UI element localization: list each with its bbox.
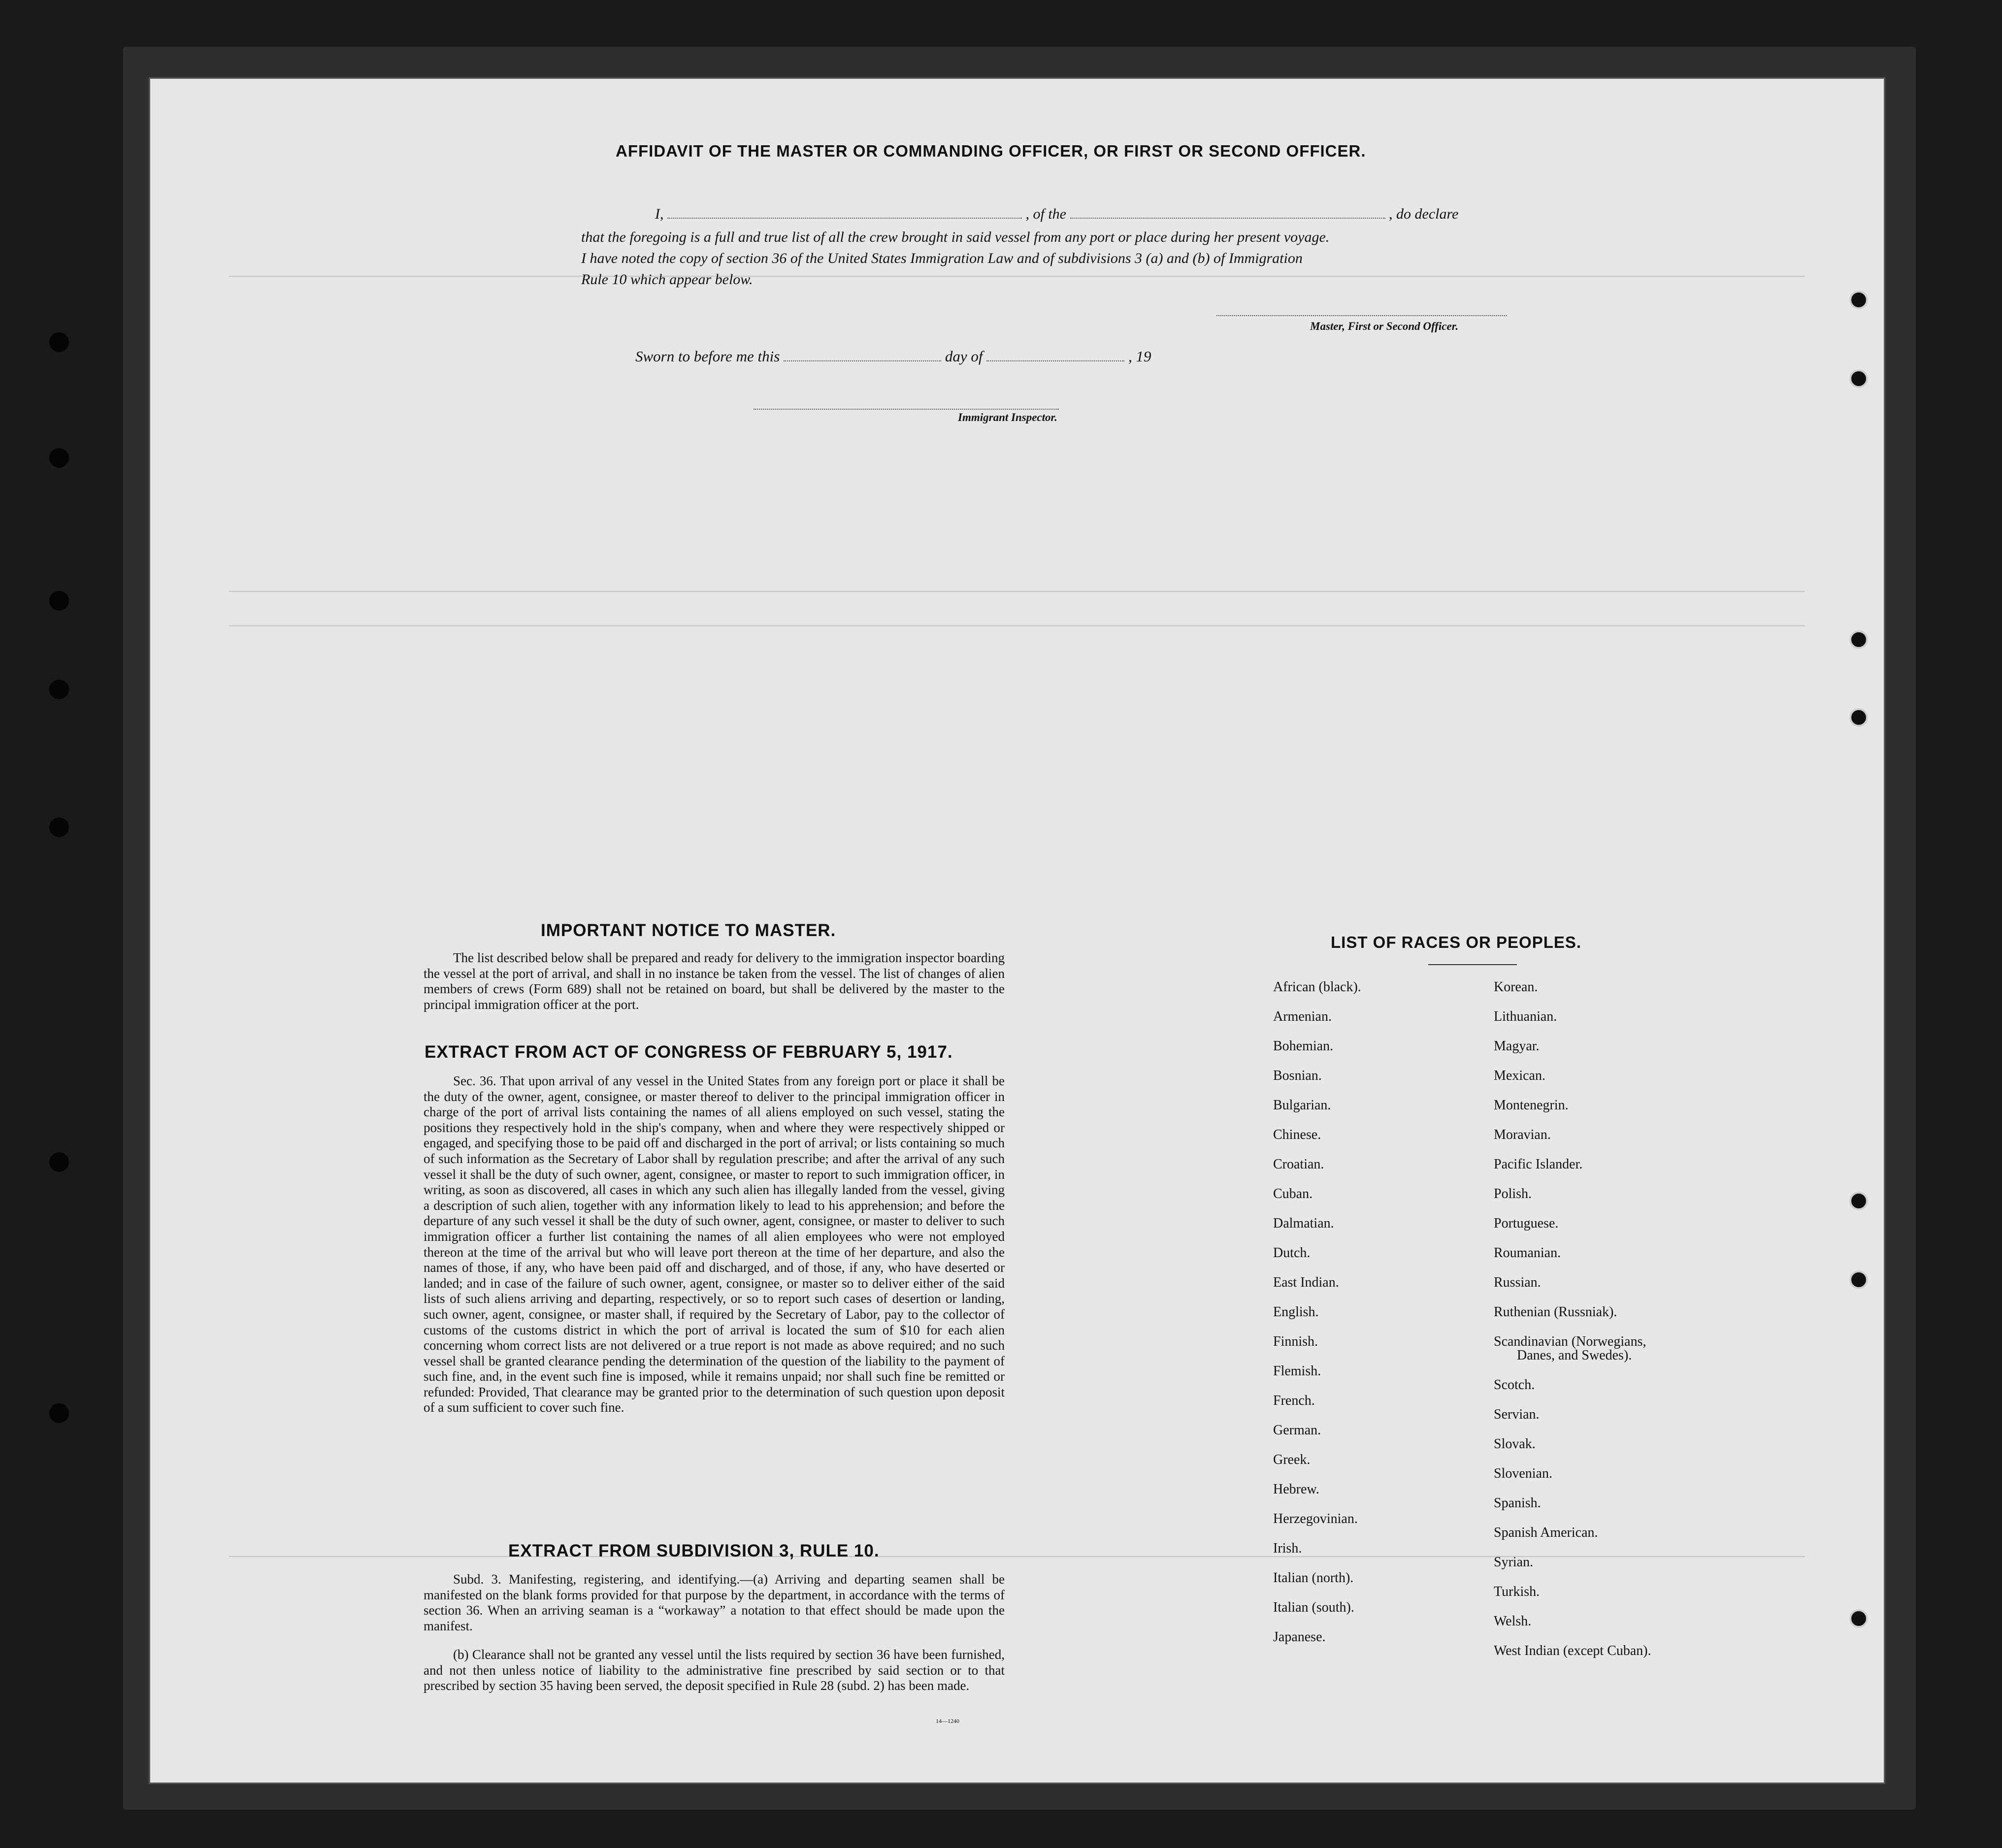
- race-item: Slovenian.: [1494, 1466, 1552, 1481]
- punch-hole: [1849, 1609, 1868, 1628]
- declaration-line-2: that the foregoing is a full and true list of all the crew brought in said vessel from any port or place during her present voyage.: [581, 229, 1330, 245]
- vessel-blank: [1070, 218, 1385, 219]
- decl-i: I,: [655, 206, 664, 222]
- name-blank: [667, 218, 1022, 219]
- year-label: , 19: [1128, 348, 1151, 365]
- binding-hole: [49, 591, 69, 611]
- punch-hole: [1849, 708, 1868, 727]
- binding-hole: [49, 1152, 69, 1172]
- declaration-line-3: I have noted the copy of section 36 of the United States Immigration Law and of subdivisions 3 (a) and (b) of Immigration: [581, 250, 1303, 266]
- race-item: Bohemian.: [1273, 1038, 1334, 1054]
- race-item: Italian (south).: [1273, 1600, 1354, 1615]
- binding-hole: [49, 680, 69, 699]
- race-item: Russian.: [1494, 1275, 1541, 1290]
- race-item: East Indian.: [1273, 1275, 1339, 1290]
- race-item: Roumanian.: [1494, 1245, 1561, 1261]
- race-item: Cuban.: [1273, 1186, 1313, 1201]
- act-extract-text: Sec. 36. That upon arrival of any vessel in the United States from any foreign port or place it shall be the duty of the owner, agent, consignee, or master thereof to deliver to the principal immigration officer in charge of the port of arrival lists containing the names of all aliens employed on such vessel, stating the positions they respectively hold in the ship's company, when and where they were respectively shipped or engaged, and specifying those to be paid off and discharged in the port of arrival; or lists containing so much of such information as the Secretary of Labor shall by regulation prescribe; and after the arrival of any such vessel it shall be the duty of such owner, agent, consignee, or master to report to such immigration officer, in writing, as soon as discovered, all cases in which any such alien has illegally landed from the vessel, giving a description of such alien, together with any information likely to lead to his apprehension; and before the departure of any such vessel it shall be the duty of such owner, agent, consignee, or master to deliver to such immigration officer a further list containing the names of all alien employees who were not employed thereon at the time of the arrival but who will leave port thereon at the time of her departure, and also the names of those, if any, who have been paid off and discharged, and of those, if any, who have deserted or landed; and in case of the failure of such owner, agent, consignee, or master so to deliver either of the said lists of such aliens arriving and departing, respectively, or so to report such cases of desertion or landing, such owner, agent, consignee, or master shall, if required by the Secretary of Labor, pay to the collector of customs of the customs district in which the port of arrival is located the sum of $10 for each alien concerning whom correct lists are not delivered or a true report is not made as above required; and no such vessel shall be granted clearance pending the determination of the question of the liability to the payment of such fine, and, in the event such fine is imposed, while it remains unpaid; nor shall such fine be remitted or refunded: Provided, That clearance may be granted prior to the determination of such question upon deposit of a sum sufficient to cover such fine.: [424, 1073, 1005, 1415]
- inspector-caption: Immigrant Inspector.: [958, 411, 1057, 423]
- race-item: Mexican.: [1494, 1068, 1545, 1083]
- race-item: Welsh.: [1494, 1614, 1532, 1629]
- rule-extract-title: EXTRACT FROM SUBDIVISION 3, RULE 10.: [508, 1541, 880, 1560]
- act-extract-title: EXTRACT FROM ACT OF CONGRESS OF FEBRUARY 5, 1917.: [425, 1042, 953, 1062]
- notice-text: The list described below shall be prepared and ready for delivery to the immigration inspector boarding the vessel at the port of arrival, and shall in no instance be taken from the vessel. The list of changes of alien members of crews (Form 689) shall not be retained on board, but shall be delivered by the master to the principal immigration officer at the port.: [424, 950, 1005, 1012]
- race-item: Greek.: [1273, 1452, 1311, 1467]
- sworn-line: [635, 348, 1151, 365]
- rule-subd-a: Subd. 3. Manifesting, registering, and identifying.—(a) Arriving and departing seamen shall be manifested on the blank forms provided for that purpose by the department, in accordance with the terms of section 36. When an arriving seaman is a “workaway” a notation to that effect should be made upon the manifest.: [424, 1572, 1005, 1633]
- race-item: African (black).: [1273, 979, 1361, 995]
- declaration-line: [655, 206, 1458, 223]
- race-item: Dutch.: [1273, 1245, 1311, 1261]
- day-of: day of: [945, 348, 983, 365]
- declaration-line-4: Rule 10 which appear below.: [581, 271, 753, 288]
- punch-hole: [1849, 1192, 1868, 1210]
- race-item: Armenian.: [1273, 1009, 1332, 1024]
- form-number: 14—1240: [936, 1718, 959, 1724]
- race-item: Danes, and Swedes).: [1517, 1348, 1632, 1363]
- race-item: Herzegovinian.: [1273, 1511, 1358, 1526]
- race-item: Finnish.: [1273, 1334, 1318, 1349]
- race-item: Moravian.: [1494, 1127, 1551, 1142]
- document-page: [150, 79, 1884, 1783]
- punch-hole: [1849, 1270, 1868, 1289]
- race-item: Slovak.: [1494, 1436, 1536, 1452]
- bleed-through: [150, 79, 1884, 1783]
- races-title-rule: [1428, 964, 1517, 965]
- decl-do-declare: , do declare: [1389, 206, 1459, 222]
- punch-hole: [1849, 369, 1868, 388]
- race-item: Scotch.: [1494, 1377, 1535, 1393]
- race-item: Chinese.: [1273, 1127, 1321, 1142]
- sworn-day-blank: [784, 360, 941, 361]
- sworn-month-blank: [986, 360, 1124, 361]
- race-item: Spanish American.: [1494, 1525, 1598, 1540]
- binding-hole: [49, 817, 69, 837]
- affidavit-title: AFFIDAVIT OF THE MASTER OR COMMANDING OFFICER, OR FIRST OR SECOND OFFICER.: [616, 142, 1366, 160]
- race-item: Ruthenian (Russniak).: [1494, 1304, 1617, 1320]
- race-item: Bosnian.: [1273, 1068, 1322, 1083]
- race-item: French.: [1273, 1393, 1315, 1408]
- races-title: LIST OF RACES OR PEOPLES.: [1331, 933, 1582, 951]
- rule-subd-b: (b) Clearance shall not be granted any vessel until the lists required by section 36 have been furnished, and not then unless notice of liability to the administrative fine prescribed by said section or to that prescribed by section 35 having been served, the deposit specified in Rule 28 (subd. 2) has been made.: [424, 1647, 1005, 1693]
- race-item: Irish.: [1273, 1541, 1302, 1556]
- race-item: Syrian.: [1494, 1555, 1534, 1570]
- race-item: West Indian (except Cuban).: [1494, 1643, 1651, 1658]
- binding-hole: [49, 448, 69, 468]
- race-item: Portuguese.: [1494, 1216, 1559, 1231]
- sworn-text: Sworn to before me this: [635, 348, 780, 365]
- race-item: Italian (north).: [1273, 1570, 1354, 1586]
- race-item: Croatian.: [1273, 1157, 1324, 1172]
- race-item: Turkish.: [1494, 1584, 1540, 1599]
- race-item: Korean.: [1494, 979, 1538, 995]
- race-item: Scandinavian (Norwegians,: [1494, 1334, 1646, 1349]
- binding-hole: [49, 332, 69, 352]
- race-item: Hebrew.: [1273, 1482, 1319, 1497]
- race-item: Servian.: [1494, 1407, 1540, 1422]
- master-caption: Master, First or Second Officer.: [1310, 320, 1459, 332]
- race-item: Pacific Islander.: [1494, 1157, 1583, 1172]
- race-item: Japanese.: [1273, 1629, 1326, 1645]
- race-item: German.: [1273, 1423, 1321, 1438]
- race-item: Polish.: [1494, 1186, 1532, 1201]
- binding-hole: [49, 1403, 69, 1423]
- race-item: Dalmatian.: [1273, 1216, 1334, 1231]
- race-item: Bulgarian.: [1273, 1098, 1331, 1113]
- punch-hole: [1849, 291, 1868, 309]
- inspector-signature-line: [754, 409, 1059, 410]
- race-item: English.: [1273, 1304, 1319, 1320]
- race-item: Spanish.: [1494, 1495, 1541, 1511]
- race-item: Montenegrin.: [1494, 1098, 1569, 1113]
- race-item: Lithuanian.: [1494, 1009, 1557, 1024]
- master-signature-line: [1216, 315, 1507, 316]
- notice-title: IMPORTANT NOTICE TO MASTER.: [541, 921, 836, 940]
- punch-hole: [1849, 630, 1868, 649]
- race-item: Magyar.: [1494, 1038, 1540, 1054]
- decl-of-the: , of the: [1025, 206, 1066, 222]
- race-item: Flemish.: [1273, 1363, 1321, 1379]
